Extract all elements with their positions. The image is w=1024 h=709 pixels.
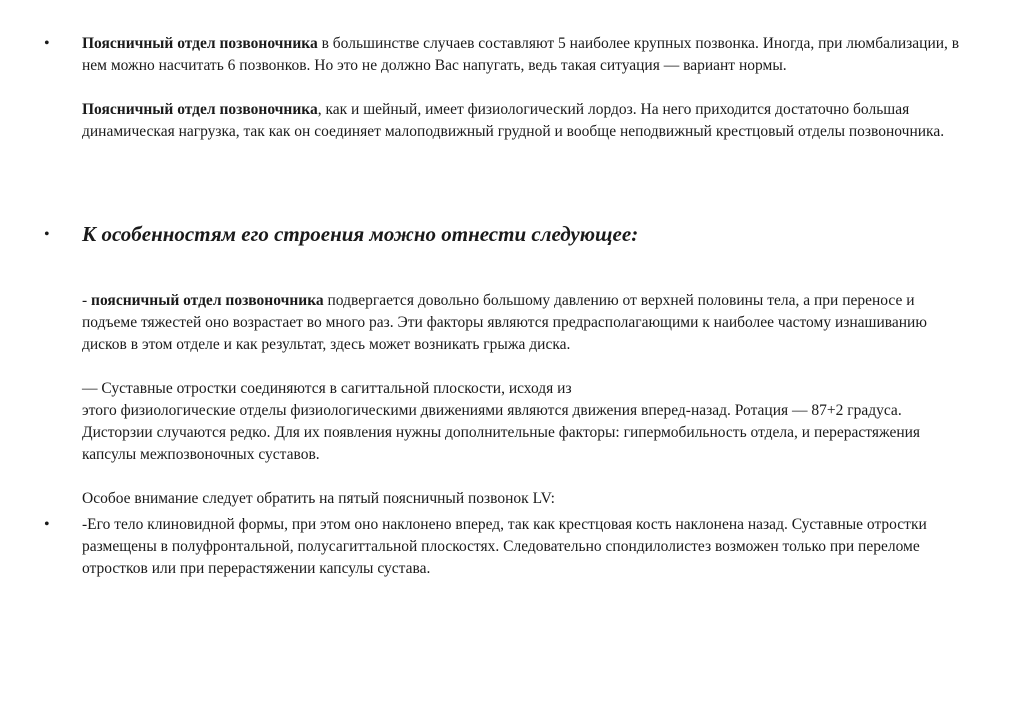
paragraph-lordosis <box>82 99 962 143</box>
paragraph-text: в большинстве случаев составляют 5 наиболее крупных позвонка. Иногда, при люмбализации, в нем можно насчитать 6 позвонков. Но это не должно Вас напугать, ведь такая ситуация — вариант нормы. <box>82 35 960 74</box>
bullet-marker-1: • <box>44 35 50 52</box>
section-structure-features <box>82 290 962 510</box>
section-heading: К особенностям его строения можно отнести следующее: <box>82 222 639 246</box>
bold-term: Поясничный отдел позвоночника <box>82 101 318 118</box>
paragraph-wedge-shape: -Его тело клиновидной формы, при этом оно наклонено вперед, так как крестцовая кость наклонена назад. Суставные отростки размещены в полуфронтальной, полусагиттальной плоскостях. Следовательно спондилолистез возможен только при переломе отростков или при перерастяжении капсулы сустава. <box>82 516 927 577</box>
paragraph-text: этого физиологические отделы физиологическими движениями являются движения вперед-назад. Ротация — 87+2 градуса. Дисторзии случаются редко. Для их появления нужны дополнительные факторы: гипермобильность отдела, и перерастяжения капсулы межпозвоночных суставов. <box>82 402 921 463</box>
bold-term: поясничный отдел позвоночника <box>91 292 324 309</box>
bold-term: Поясничный отдел позвоночника <box>82 35 318 52</box>
section-lv-vertebra <box>82 514 962 580</box>
paragraph-vertebra-count <box>82 33 962 77</box>
paragraph-pressure <box>82 290 962 356</box>
paragraph-line: — Суставные отростки соединяются в сагиттальной плоскости, исходя из <box>82 380 572 397</box>
bullet-marker-2: • <box>44 226 50 243</box>
paragraph-text: , как и шейный, имеет физиологический лордоз. На него приходится достаточно большая динамическая нагрузка, так как он соединяет малоподвижный грудной и вообще неподвижный крестцовый отделы позвоночника. <box>82 101 945 140</box>
dash-prefix: - <box>82 292 92 309</box>
paragraph-articular-processes <box>82 378 962 466</box>
paragraph-lv-note: Особое внимание следует обратить на пятый поясничный позвонок LV: <box>82 490 555 507</box>
bullet-marker-3: • <box>44 516 50 533</box>
section-lumbar-intro <box>82 33 962 143</box>
paragraph-text: подвергается довольно большому давлению от верхней половины тела, а при переносе и подъеме тяжестей оно возрастает во много раз. Эти факторы являются предрасполагающими к наиболее частому изнашиванию дисков в этом отделе и как результат, здесь может возникать грыжа диска. <box>82 292 927 353</box>
